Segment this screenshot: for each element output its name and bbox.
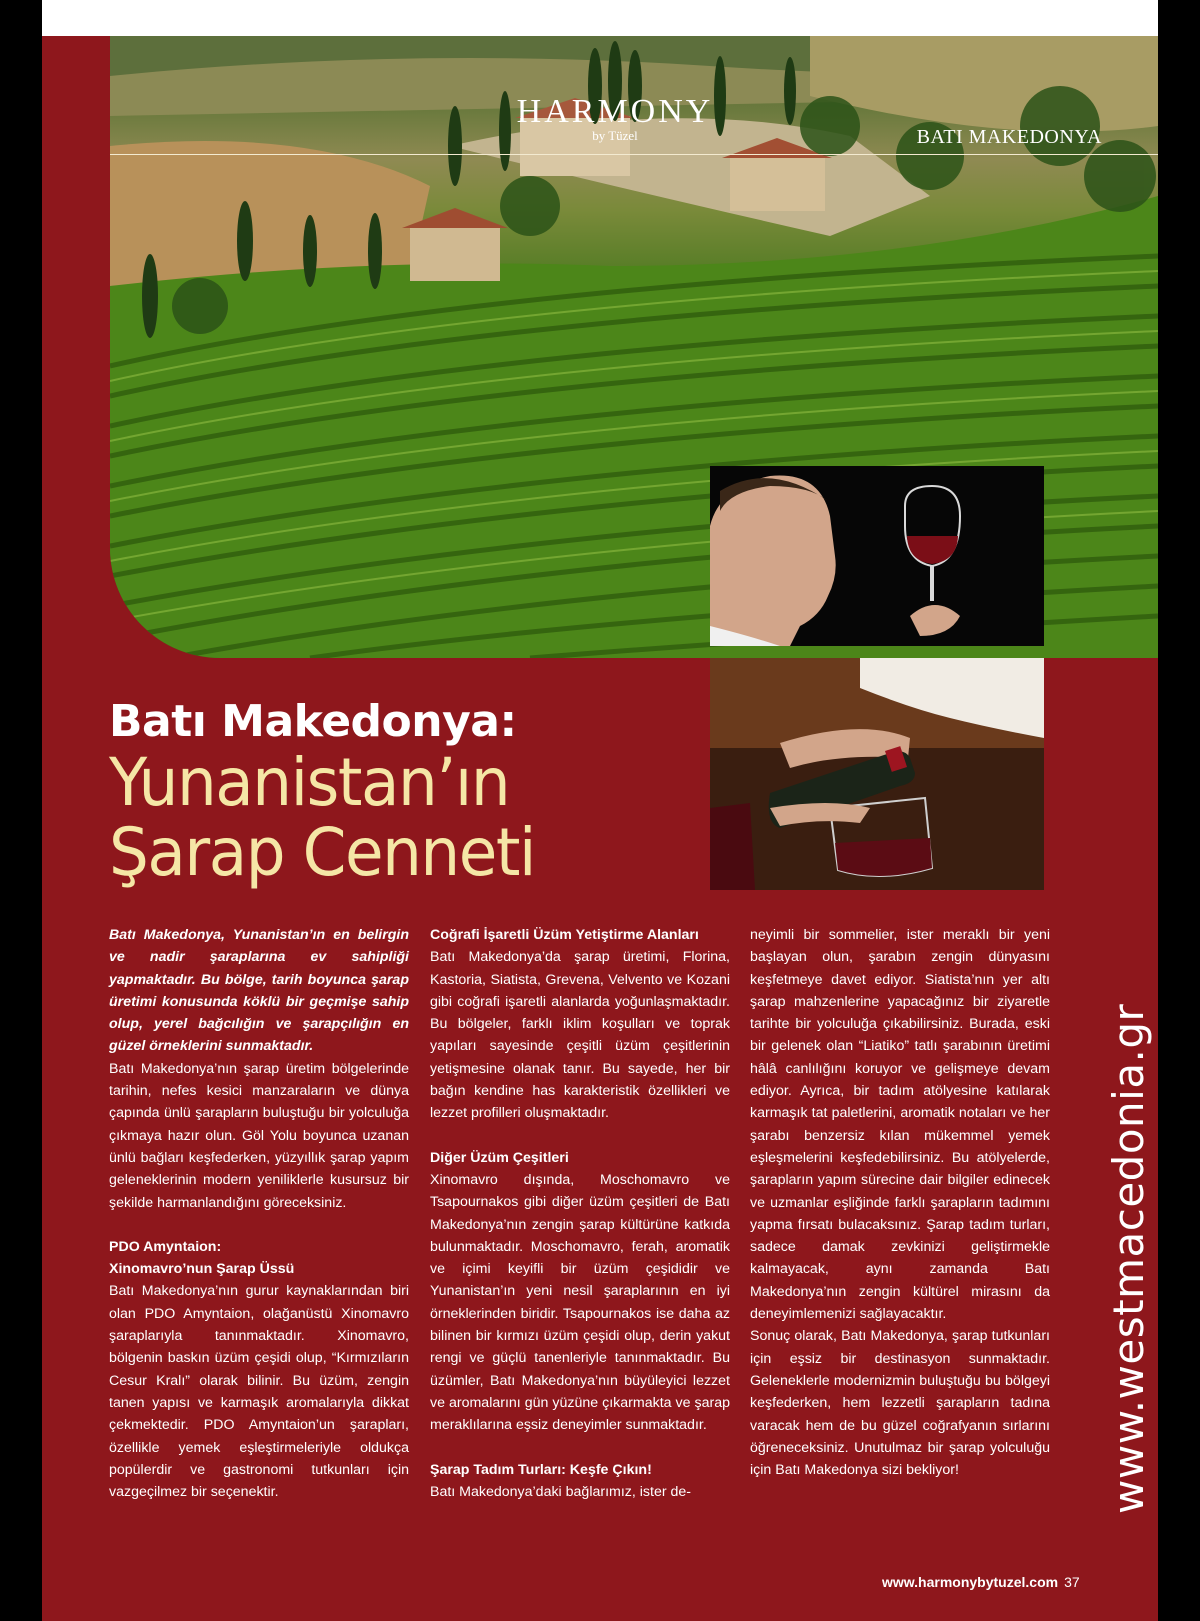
title-line-1: Batı Makedonya: — [109, 696, 517, 747]
article-column-1 — [109, 924, 409, 1503]
paragraph: neyimli bir sommelier, ister meraklı bir yeni başlayan olun, şarabın zengin dünyasını keşfetmeye davet ediyor. Siatista’nın yer altı şarap mahzenlerine yapacağınız bir ziyaretle tarihte bir yolculuğa çıkabilirsiniz. Burada, eski bir gelenek olan “Liatiko” tatlı şarabının üretimi hâlâ canlılığını koruyor ve gelişmeye devam ediyor. Ayrıca, bir tadım atölyesine katılarak karmaşık tat paletlerini, aromatik notaları ve her şarabı benzersiz kılan mükemmel yemek eşleşmelerini keşfedebilirsiniz. Bu atölyelerde, şarapların yapım sürecine dair bilgiler edinecek ve uzmanlar eşliğinde farklı şarapların tadımını yapma fırsatı bulacaksınız. Şarap tadım turları, sadece damak zevkinizi geliştirmekle kalmayacak, aynı zamanda Batı Makedonya’nın zengin kültürel mirasını da deneyimlemenizi sağlayacaktır. — [750, 927, 1050, 1323]
paragraph: Xinomavro dışında, Moschomavro ve Tsapournakos gibi diğer üzüm çeşitleri de Batı Makedonya’nın zengin şarap kültürüne katkıda bulunmaktadır. Moschomavro, ferah, aromatik ve içimi keyifli bir üzüm çeşididir ve Yunanistan’ın yeni nesil şaraplarının en iyi örneklerinden biridir. Tsapournakos ise daha az bilinen bir kırmızı üzüm çeşidi olup, derin yakut rengi ve güçlü tanenleriyle tanınmaktadır. Bu üzümler, Batı Makedonya’nın büyüleyici lezzet ve aromalarını gün yüzüne çıkarmakta ve şarap meraklılarına eşsiz deneyimler sunmaktadır. — [430, 1171, 730, 1434]
footer-website-url: www.harmonybytuzel.com — [882, 1574, 1059, 1590]
page-number: 37 — [1064, 1574, 1080, 1590]
article-column-2 — [430, 924, 730, 1503]
intro-paragraph: Batı Makedonya, Yunanistan’ın en belirgin ve nadir şaraplarına ev sahipliği yapmaktadır. Bu bölge, tarih boyunca şarap üretimi konusunda köklü bir geçmişe sahip olup, yerel bağcılığın ve şarapçılığın en güzel örneklerini sunmaktadır. — [109, 927, 409, 1055]
harmony-logo — [495, 94, 735, 144]
subheading: PDO Amyntaion: — [109, 1238, 222, 1255]
title-line-3: Şarap Cenneti — [109, 814, 536, 891]
sommelier-illustration — [710, 466, 1044, 646]
subheading: Xinomavro’nun Şarap Üssü — [109, 1261, 295, 1278]
title-line-2: Yunanistan’ın — [109, 744, 510, 821]
logo-title: HARMONY — [516, 93, 714, 130]
article-title — [109, 696, 709, 891]
masthead — [110, 36, 1158, 166]
subheading: Şarap Tadım Turları: Keşfe Çıkın! — [430, 1461, 652, 1478]
pouring-illustration — [710, 658, 1044, 890]
wine-pouring-photo — [710, 658, 1044, 890]
paragraph: Batı Makedonya’nın gurur kaynaklarından biri olan PDO Amyntaion, olağanüstü Xinomavro şaraplarıyla tanınmaktadır. Xinomavro, bölgenin baskın üzüm çeşidi olup, “Kırmızıların Cesur Kralı” olarak bilinir. Bu üzüm, zengin tanen yapısı ve karmaşık aromalarıyla dikkat çekmektedir. PDO Amyntaion’un şarapları, özellikle yemek eşleştirmeleriyle oldukça popülerdir ve gastronomi tutkunları için vazgeçilmez bir seçenektir. — [109, 1283, 409, 1501]
magazine-page — [42, 4, 1158, 1621]
header-rule — [110, 154, 1158, 155]
side-website-url: www.westmacedonia.gr — [1104, 1003, 1153, 1514]
logo-subtitle: by Tüzel — [592, 128, 638, 143]
paragraph: Batı Makedonya’nın şarap üretim bölgelerinde tarihin, nefes kesici manzaraların ve dünya çapında ünlü şarapların buluştuğu bir yolculuğa çıkmaya hazır olun. Göl Yolu boyunca uzanan ünlü bağları keşfederken, yüzyıllık şarap yapım geleneklerinin modern yeniliklerle kusursuz bir şekilde harmanlandığını göreceksiniz. — [109, 1060, 409, 1211]
subheading: Diğer Üzüm Çeşitleri — [430, 1149, 569, 1166]
sommelier-photo — [710, 466, 1044, 646]
paragraph: Batı Makedonya’daki bağlarımız, ister de- — [430, 1483, 692, 1500]
article-column-3 — [750, 924, 1050, 1481]
paragraph: Sonuç olarak, Batı Makedonya, şarap tutkunları için eşsiz bir destinasyon sunmaktadır. Geleneklerle modernizmin buluştuğu bu bölgeyi keşfederken, hem lezzetli şarapların tadına varacak hem de bu güzel coğrafyanın sırlarını öğreneceksiniz. Unutulmaz bir şarap yolculuğu için Batı Makedonya sizi bekliyor! — [750, 1328, 1050, 1479]
subheading: Coğrafi İşaretli Üzüm Yetiştirme Alanları — [430, 927, 699, 943]
page-footer — [882, 1574, 1080, 1590]
section-label: BATI MAKEDONYA — [916, 126, 1102, 148]
paragraph: Batı Makedonya’da şarap üretimi, Florina, Kastoria, Siatista, Grevena, Velvento ve Kozani gibi coğrafi işaretli alanlarda yoğunlaşmaktadır. Bu bölgeler, farklı iklim koşulları ve toprak yapıları sayesinde çeşitli üzüm çeşitlerinin yetişmesine olanak tanır. Bu sayede, her bir bağın kendine has karakteristik özellikleri ve lezzet profilleri oluşmaktadır. — [430, 949, 730, 1122]
